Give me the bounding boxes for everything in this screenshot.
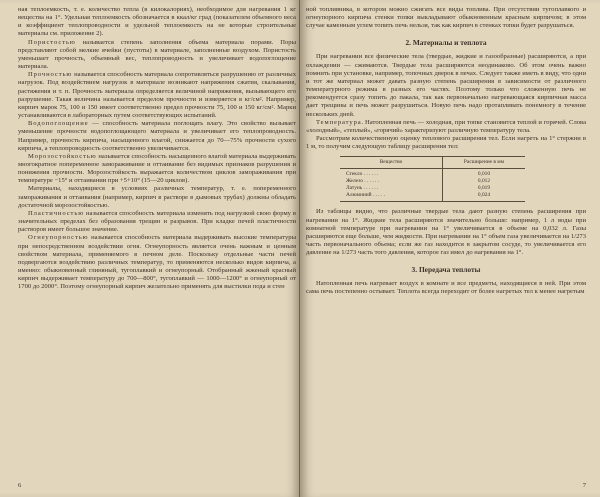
paragraph-text: Натопленная печь нагревает воздух в комнате и все предметы, находящиеся в ней. При этом сама печь постепенно остывает. Теплота всегда переходит от более нагретых тел к менее нагретым: [306, 280, 586, 296]
paragraph-text: ная теплоемкость, т. е. количество тепла (в килокалориях), необходимое для нагревания 1 кг вещества на 1°. Удельная теплоемкость обозначается в ккал/кг град (показателем объемного веса и коэффициент теплопроводности и удельной теплоемкость на не которые строительные материалы см. приложение 2).: [18, 6, 296, 38]
paragraph-text: . Натопленная печь — холодная, при топке становится теплой и горячей. Слова «холодный», «теплый», «горячий» характеризуют различную температуру тела.: [306, 118, 586, 134]
section2-after-table: [306, 208, 586, 257]
leader-dots: . . . . . .: [363, 185, 379, 192]
table-cell-expansion: 0,019: [477, 185, 491, 192]
table-header-expansion: Расширение в мм: [443, 157, 526, 169]
paragraph-text: называется способность насыщенного влагой материала выдерживать многократное попеременное замораживание и оттаивание без видимых признаков разрушения и понижения прочности. Морозостойкость выражается количеством циклов замораживания при температуре −15° и оттаивании при +5+10° (15—20 циклов).: [18, 152, 296, 185]
substance-name: Алюминий: [346, 192, 372, 199]
leader-dots: . . . . .: [372, 192, 385, 199]
paragraph-text: Рассмотрим количественную оценку теплового расширения тел. Если нагреть на 1° стержни в 1 м, то получим следующую таблицу расширения тел:: [306, 135, 586, 151]
paragraph-text: Из таблицы видно, что различные твердые тела дают разную степень расширения при нагревании на 1°. Жидкие тела расширяются значительно больше: например, 1 л воды при комнатной температуре при нагревании на 1° увеличивается в объеме на 0,032 л. Газы расширяются еще больше, чем жидкости. При нагревании на 1° объем газа увеличивается на 1/273 часть первоначального объема; если же газ находится в закрытом сосуде, то увеличивается его давление на 1/273 часть того давления, которое газ имел до нагревания на 1°.: [306, 208, 586, 257]
section2-body: [306, 53, 586, 151]
page-number-right: 7: [582, 482, 586, 489]
term-spaced: Пористостью: [28, 38, 76, 46]
paragraph: [18, 71, 296, 120]
expansion-table: [340, 156, 525, 202]
paragraph-text: Материалы, находящиеся в условиях различных температур, т. е. попеременного замораживания и оттаивания (например, кирпич в растворе в дымовых трубах) должны обладать достаточной морозостойкостью.: [18, 185, 296, 209]
paragraph: [306, 280, 586, 296]
page-number-left: 6: [18, 482, 22, 489]
paragraph-text: называется степень заполнения объема материала порами. Поры представляют собой мелкие ячейки (пустоты) в материале, заполненные воздухом. Пористость уменьшает прочность, объемный вес, теплопроводность и увеличивает водопоглощение материала.: [18, 38, 296, 71]
paragraph: [18, 210, 296, 234]
paragraph: [18, 153, 296, 186]
paragraph: [306, 135, 586, 151]
paragraph-text: ной топливника, в котором можно сжигать все виды топлива. При отсутствии тугоплавкого и огнеупорного кирпича стенки топки выкладывают обыкновенным красным кирпичом; в этом случае каменным углем топить печь нельзя, так как кирпич в стенках топки будет разрушаться.: [306, 6, 586, 30]
term-spaced: Пластичностью: [28, 209, 85, 217]
leader-dots: . . . . . .: [364, 178, 380, 185]
paragraph: [306, 53, 586, 118]
paragraph: [18, 39, 296, 72]
table-cell-substance: [340, 192, 443, 202]
table-header-substance: Вещество: [340, 157, 443, 169]
substance-name: Латунь: [346, 185, 363, 192]
right-page-intro: [306, 6, 586, 30]
table-row: [340, 178, 525, 185]
paragraph-text: — способность материала поглощать влагу. Это свойство вызывает уменьшение прочности водопоглощающего материала и увеличивает его теплопроводность. Например, прочность кирпича, насыщенного влагой, снижается до 70—75% прочности сухого кирпича, а теплопроводность соответственно увеличивается.: [18, 120, 296, 152]
paragraph: [18, 185, 296, 209]
table-cell-substance: [340, 169, 443, 179]
term-spaced: Водопоглощение: [28, 120, 89, 128]
section-heading-heat-transfer: 3. Передача теплоты: [411, 265, 481, 275]
table-cell-expansion: 0,012: [477, 178, 491, 185]
table-row: [340, 169, 525, 179]
term-spaced: Огнеупорностью: [28, 234, 89, 242]
term-spaced: Морозостойкостью: [28, 152, 97, 160]
leader-dots: . . . . . .: [363, 171, 379, 178]
substance-name: Железо: [346, 178, 363, 185]
paragraph: [306, 6, 586, 30]
paragraph-text: При нагревании все физические тела (твердые, жидкие и газообразные) расширяются, а при охлаждении — сжимаются. Твердые тела расширяются неодинаково. Об этом очень важно помнить при установке, например, топочных дверок в печах. Следует также иметь в виду, что одни и тот же материал может давать разную степень расширения в зависимости от различного температурного режима в разных его частях. Поэтому только что сложенную печь не рекомендуется сразу топить до пакала, так как первоначально нагревающаяся кирпичная масса дает трещины и печь может разрушиться. Новую печь надо протапливать понемногу в течение нескольких дней.: [306, 53, 586, 118]
table-row: [340, 192, 525, 202]
paragraph: [18, 120, 296, 153]
table-cell-expansion: 0,024: [443, 192, 526, 202]
right-page: [300, 0, 600, 497]
substance-name: Стекло: [346, 171, 363, 178]
paragraph: [306, 208, 586, 257]
paragraph-text: называется способность материала выдерживать высокие температуры при непосредственном воздействии огня. Огнеупорность является очень важным и ценным свойством материала, применяемого в печном деле. Поскольку отдельные части печей подвергаются воздействию различных температур, то применяются несколько видов кирпича, а именно: обыкновенный глиняный, тугоплавкий и огнеупорный. Отобранный жженый красный кирпич выдерживает температуру до 700—800°, тугоплавкий — 1000—1200° и огнеупорный от 1700 до 2000°. Поэтому огнеупорный кирпич желательно применять для выстилки пода и стен: [18, 234, 296, 291]
paragraph: [306, 119, 586, 135]
table-cell-expansion: 0,010: [477, 171, 491, 178]
table-cell-substance: [340, 178, 443, 185]
paragraph-text: называется способность материала изменять под нагрузкой свою форму в значительных пределах без образования трещин и разрывов. При кладке печей пластичности растворов имеет большое значение.: [18, 209, 296, 234]
left-page-body: [18, 6, 296, 291]
paragraph-text: называется способность материала сопротивляться разрушению от различных нагрузок. Под воздействием нагрузок в материале возникают напряжения сжатия, скалывания, растяжения и т. п. Прочность материала определяется величиной напряжения, вызывающего его разрушение. Такая величина называется пределом прочности и измеряется в кг/см². Например, кирпич марок 75, 100 и 150 имеет соответственно предел прочности 75, 100 и 150 кг/см². Марки устанавливаются в лабораторных путем соответствующих испытаний.: [18, 71, 296, 120]
term-spaced: Прочностью: [28, 71, 73, 79]
section-heading-materials-heat: 2. Материалы и теплота: [405, 38, 487, 48]
paragraph: [18, 6, 296, 39]
paragraph: [18, 234, 296, 291]
section3-body: [306, 280, 586, 296]
term-spaced: Температура: [316, 118, 362, 126]
